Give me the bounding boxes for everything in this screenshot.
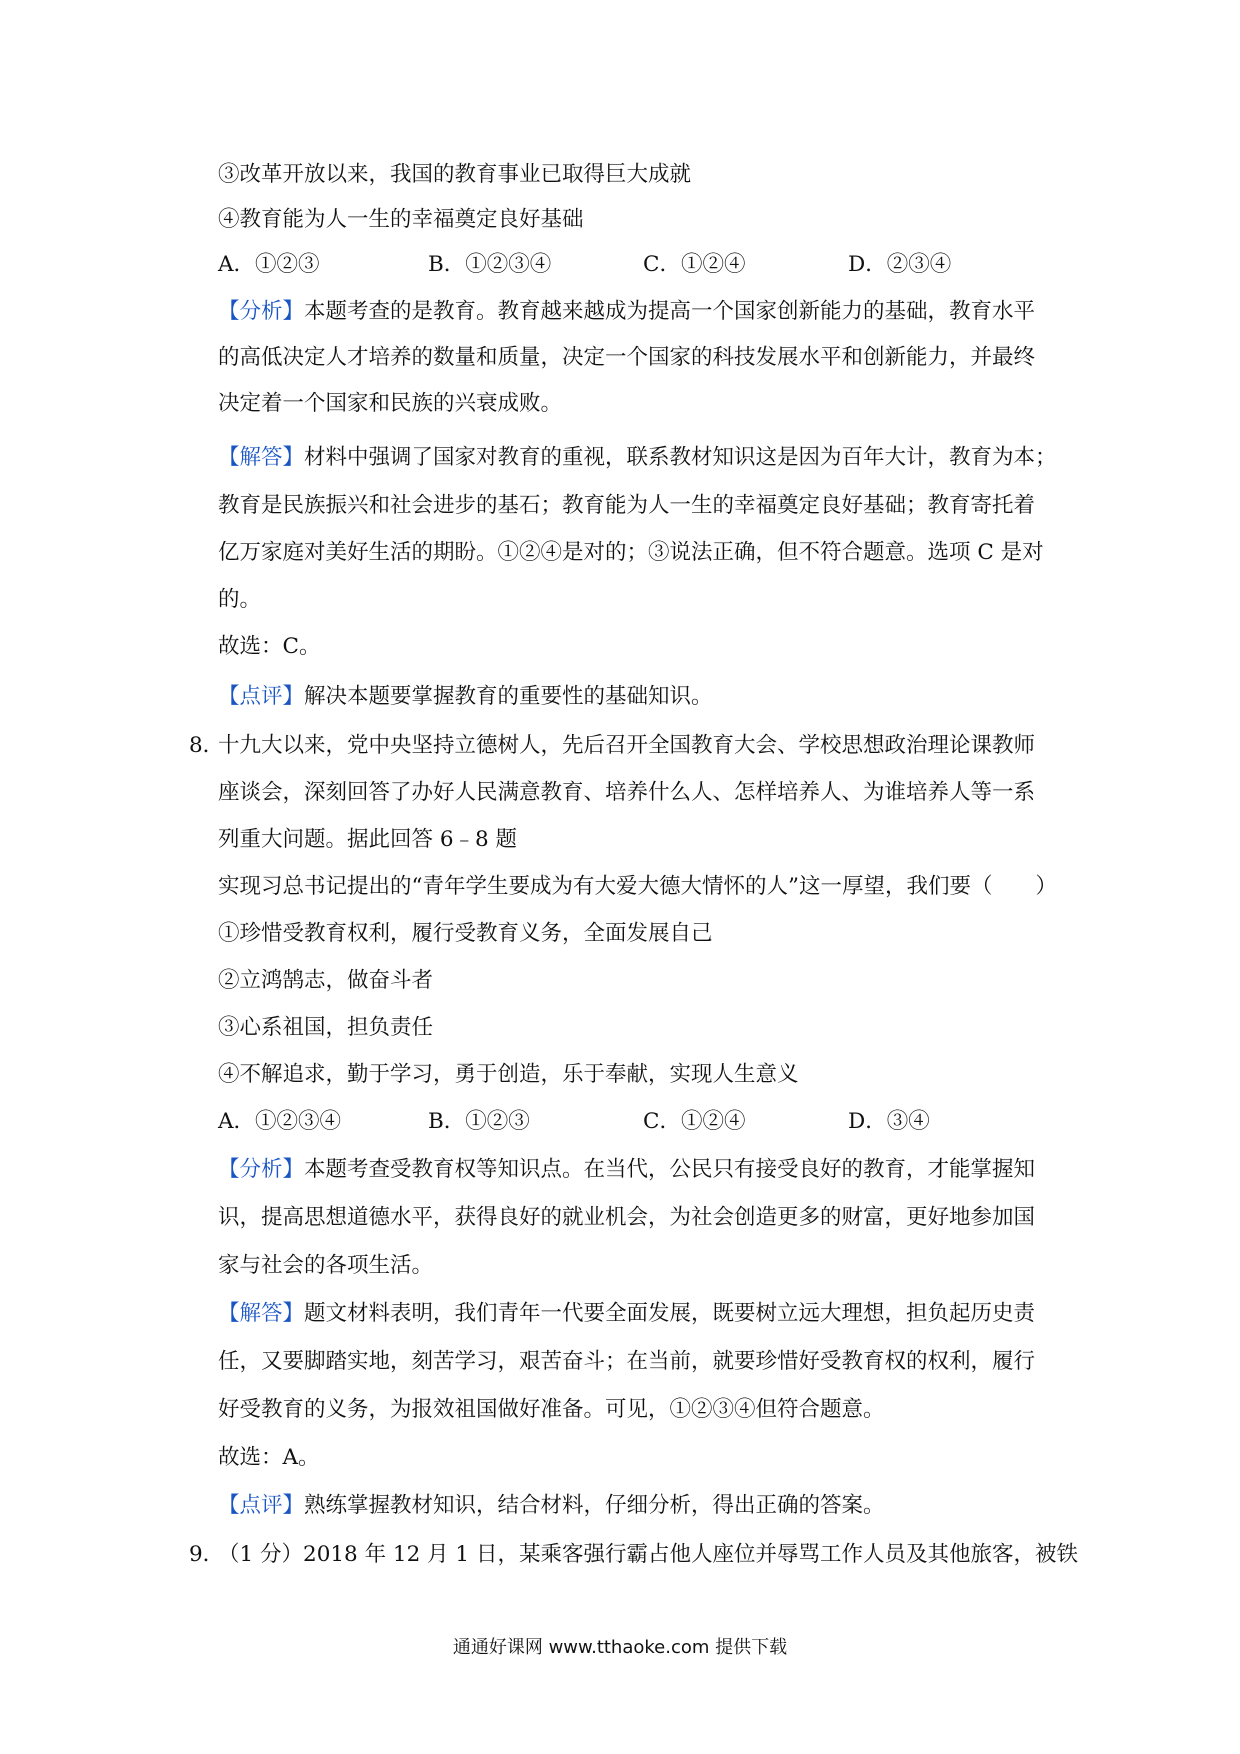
- statement: ②立鸿鹄志，做奋斗者: [218, 968, 434, 993]
- analysis-line: 识，提高思想道德水平，获得良好的就业机会，为社会创造更多的财富，更好地参加国: [218, 1205, 1036, 1230]
- analysis-line: 决定着一个国家和民族的兴衰成败。: [218, 391, 563, 416]
- statement: ③心系祖国，担负责任: [218, 1015, 434, 1040]
- answer-line: 【解答】题文材料表明，我们青年一代要全面发展，既要树立远大理想，担负起历史责: [218, 1301, 1036, 1326]
- answer-line: 亿万家庭对美好生活的期盼。①②④是对的；③说法正确，但不符合题意。选项 C 是对: [218, 540, 1044, 565]
- answer-line: 教育是民族振兴和社会进步的基石；教育能为人一生的幸福奠定良好基础；教育寄托着: [218, 493, 1036, 518]
- analysis-line: 【分析】本题考查的是教育。教育越来越成为提高一个国家创新能力的基础，教育水平: [218, 299, 1036, 324]
- option-b: B．①②③④: [428, 252, 552, 277]
- question-stem: 十九大以来，党中央坚持立德树人，先后召开全国教育大会、学校思想政治理论课教师: [218, 733, 1036, 758]
- analysis-tag: 【分析】: [218, 299, 305, 324]
- statement: ④教育能为人一生的幸福奠定良好基础: [218, 207, 584, 232]
- comment-tag: 【点评】: [218, 684, 305, 709]
- question-stem: 实现习总书记提出的“青年学生要成为有大爱大德大情怀的人”这一厚望，我们要（ ）: [218, 874, 1057, 899]
- analysis-line: 的高低决定人才培养的数量和质量，决定一个国家的科技发展水平和创新能力，并最终: [218, 345, 1036, 370]
- answer-line: 任，又要脚踏实地，刻苦学习，艰苦奋斗；在当前，就要珍惜好受教育权的权利，履行: [218, 1349, 1036, 1374]
- answer-tag: 【解答】: [218, 1301, 305, 1326]
- question-number: 8．: [189, 733, 225, 758]
- analysis-line: 【分析】本题考查受教育权等知识点。在当代，公民只有接受良好的教育，才能掌握知: [218, 1157, 1036, 1182]
- option-c: C．①②④: [643, 1109, 746, 1134]
- choice-line: 故选：C。: [218, 634, 321, 659]
- question-stem: （1 分）2018 年 12 月 1 日，某乘客强行霸占他人座位并辱骂工作人员及其他旅客，被铁: [218, 1542, 1078, 1567]
- option-b: B．①②③: [428, 1109, 530, 1134]
- answer-line: 【解答】材料中强调了国家对教育的重视，联系教材知识这是因为百年大计，教育为本；: [218, 445, 1057, 470]
- comment-line: 【点评】熟练掌握教材知识，结合材料，仔细分析，得出正确的答案。: [218, 1493, 885, 1518]
- analysis-tag: 【分析】: [218, 1157, 305, 1182]
- answer-tag: 【解答】: [218, 445, 305, 470]
- answer-line: 好受教育的义务，为报效祖国做好准备。可见，①②③④但符合题意。: [218, 1397, 885, 1422]
- option-a: A．①②③④: [218, 1109, 342, 1134]
- statement: ④不解追求，勤于学习，勇于创造，乐于奉献，实现人生意义: [218, 1062, 799, 1087]
- option-c: C．①②④: [643, 252, 746, 277]
- question-stem: 座谈会，深刻回答了办好人民满意教育、培养什么人、怎样培养人、为谁培养人等一系: [218, 780, 1036, 805]
- answer-line: 的。: [218, 587, 262, 612]
- comment-tag: 【点评】: [218, 1493, 305, 1518]
- comment-line: 【点评】解决本题要掌握教育的重要性的基础知识。: [218, 684, 713, 709]
- option-d: D．②③④: [848, 252, 952, 277]
- option-d: D．③④: [848, 1109, 930, 1134]
- question-number: 9．: [189, 1542, 225, 1567]
- statement: ①珍惜受教育权利，履行受教育义务，全面发展自己: [218, 921, 713, 946]
- page-footer: 通通好课网 www.tthaoke.com 提供下载: [452, 1637, 788, 1658]
- analysis-line: 家与社会的各项生活。: [218, 1253, 434, 1278]
- option-a: A．①②③: [218, 252, 320, 277]
- statement: ③改革开放以来，我国的教育事业已取得巨大成就: [218, 162, 692, 187]
- choice-line: 故选：A。: [218, 1445, 320, 1470]
- question-stem: 列重大问题。据此回答 6﹣8 题: [218, 827, 518, 852]
